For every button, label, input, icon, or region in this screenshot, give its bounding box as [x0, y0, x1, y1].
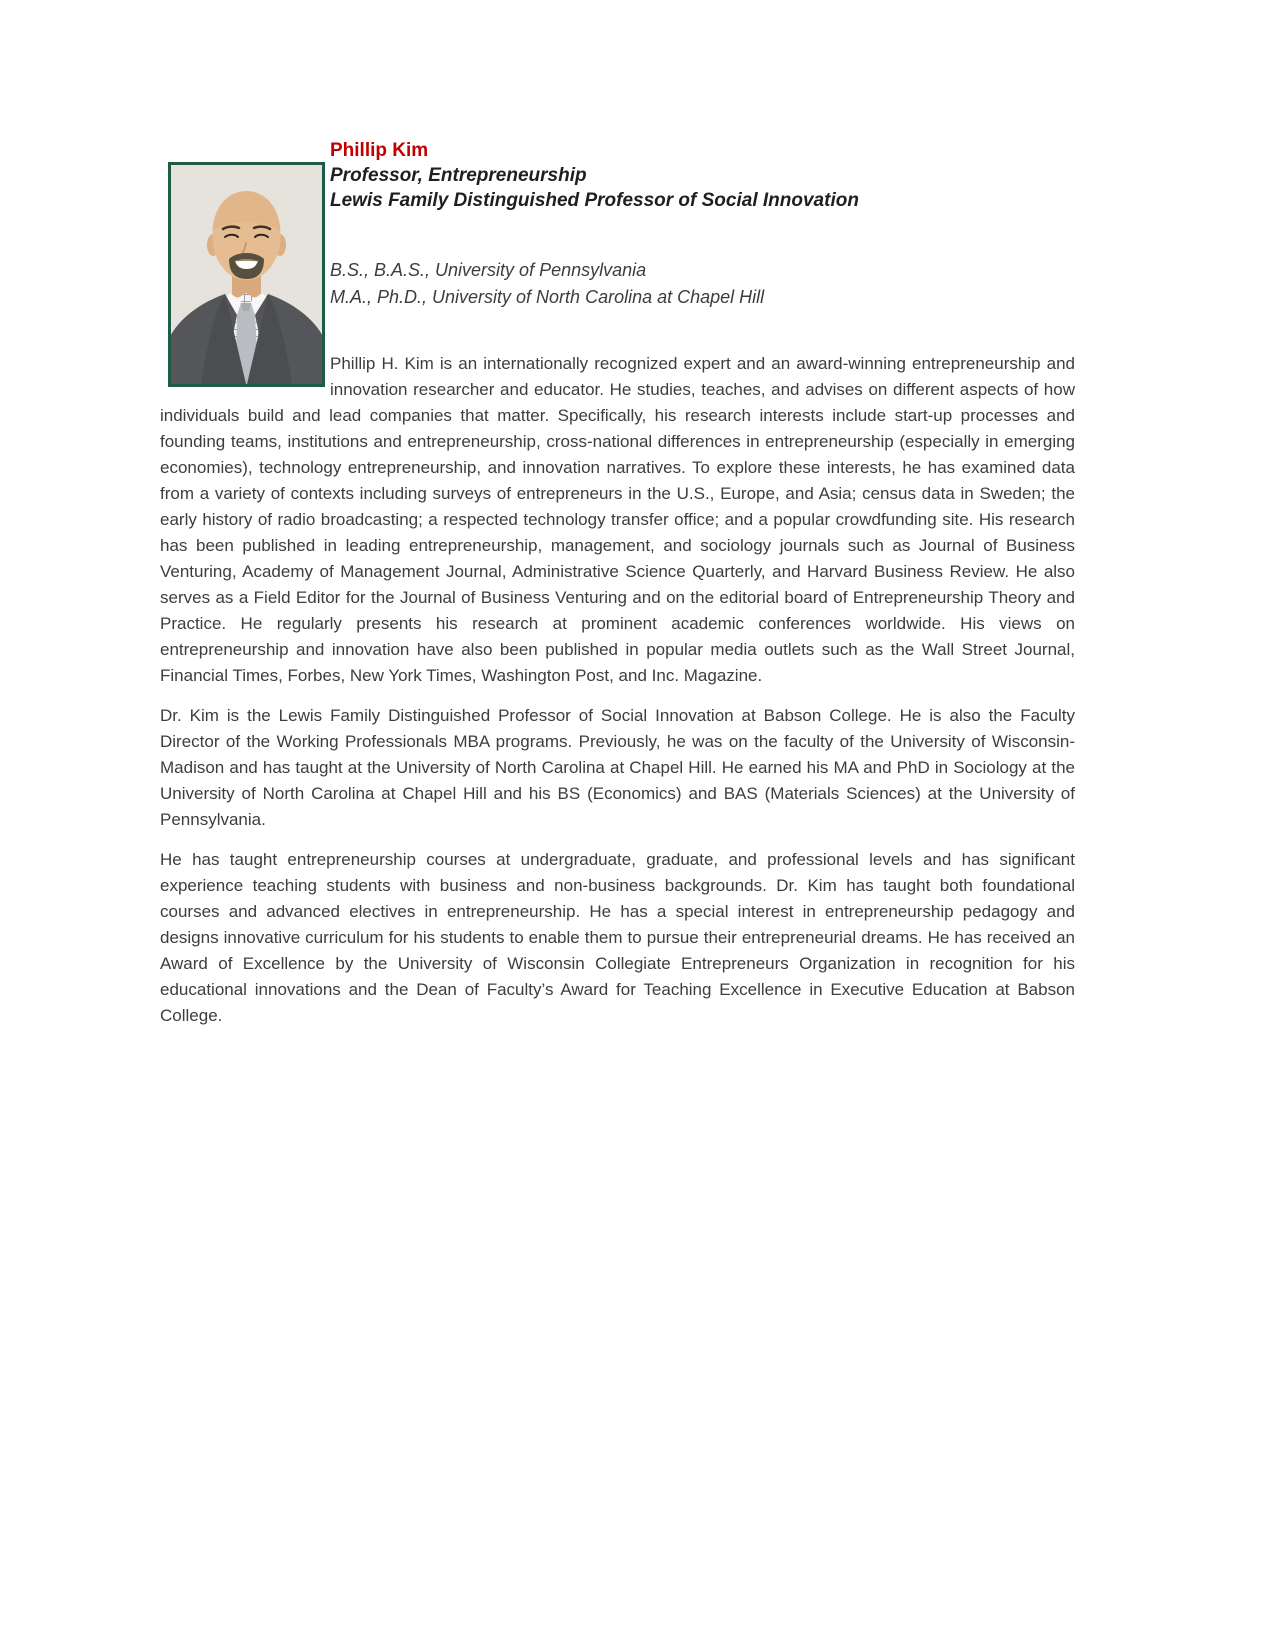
bio-paragraph-2: Dr. Kim is the Lewis Family Distinguished Professor of Social Innovation at Babson College. He is also the Faculty Director of the Working Professionals MBA programs. Previously, he was on the faculty of the University of Wisconsin-Madison and has taught at the University of North Carolina at Chapel Hill. He earned his MA and PhD in Sociology at the University of North Carolina at Chapel Hill and his BS (Economics) and BAS (Materials Sciences) at the University of Pennsylvania. — [160, 706, 1075, 829]
profile-photo — [168, 162, 325, 387]
bio-paragraph-3: He has taught entrepreneurship courses at undergraduate, graduate, and professional levels and has significant experience teaching students with business and non-business backgrounds. Dr. Kim has taught both foundational courses and advanced electives in entrepreneurship. He has a special interest in entrepreneurship pedagogy and designs innovative curriculum for his students to enable them to pursue their entrepreneurial dreams. He has received an Award of Excellence by the University of Wisconsin Collegiate Entrepreneurs Organization in recognition for his educational innovations and the Dean of Faculty’s Award for Teaching Excellence in Executive Education at Babson College. — [160, 850, 1075, 1025]
education-line-2: M.A., Ph.D., University of North Carolina at Chapel Hill — [330, 287, 765, 307]
profile-title-professor: Professor, Entrepreneurship — [330, 165, 587, 186]
profile-title-distinguished: Lewis Family Distinguished Professor of Social Innovation — [330, 190, 859, 211]
bio-paragraph-1: Phillip H. Kim is an internationally recognized expert and an award-winning entrepreneurship and innovation researcher and educator. He studies, teaches, and advises on different aspects of how individuals build and lead companies that matter. Specifically, his research interests include start-up processes and founding teams, institutions and entrepreneurship, cross-national differences in entrepreneurship (especially in emerging economies), technology entrepreneurship, and innovation narratives. To explore these interests, he has examined data from a variety of contexts including surveys of entrepreneurs in the U.S., Europe, and Asia; census data in Sweden; the early history of radio broadcasting; a respected technology transfer office; and a popular crowdfunding site. His research has been published in leading entrepreneurship, management, and sociology journals such as Journal of Business Venturing, Academy of Management Journal, Administrative Science Quarterly, and Harvard Business Review. He also serves as a Field Editor for the Journal of Business Venturing and on the editorial board of Entrepreneurship Theory and Practice. He regularly presents his research at prominent academic conferences worldwide. His views on entrepreneurship and innovation have also been published in popular media outlets such as the Wall Street Journal, Financial Times, Forbes, New York Times, Washington Post, and Inc. Magazine. — [160, 354, 1075, 685]
portrait-illustration — [171, 165, 322, 384]
bio-content — [160, 139, 1075, 1029]
education-line-1: B.S., B.A.S., University of Pennsylvania — [330, 260, 647, 280]
profile-name: Phillip Kim — [330, 140, 429, 161]
